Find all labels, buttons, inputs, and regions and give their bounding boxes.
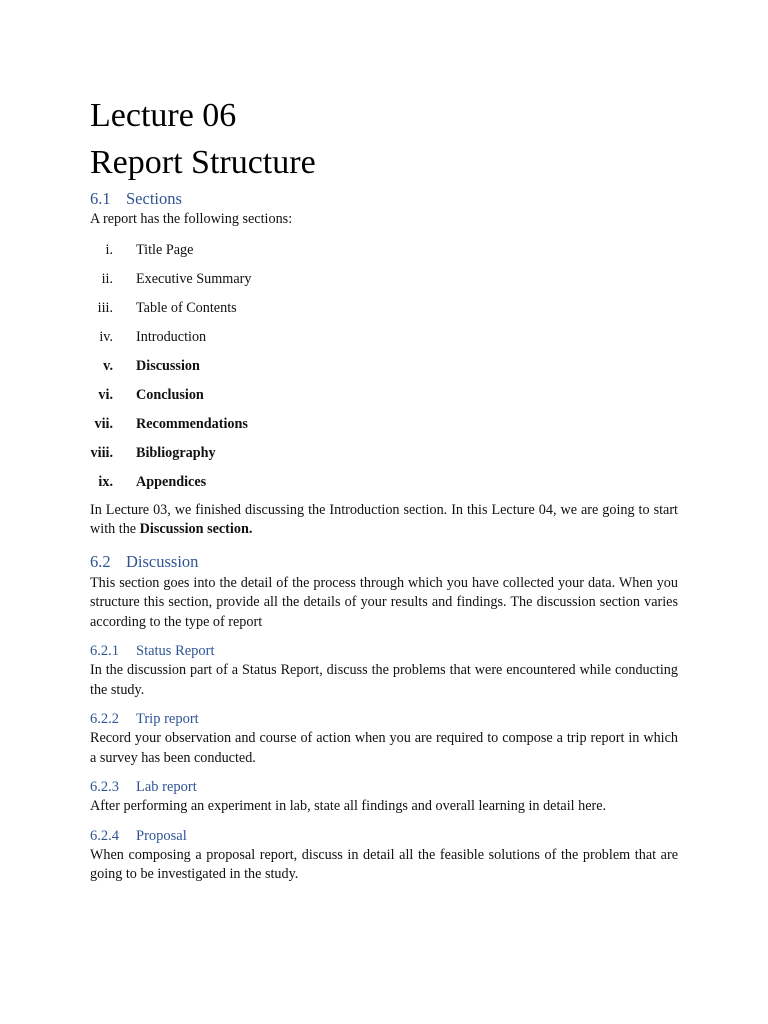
sections-intro: A report has the following sections: [90,211,293,227]
list-item-label: Introduction [136,328,207,345]
list-item-label: Conclusion [136,386,204,403]
lecture-title: Lecture 06 [90,97,237,134]
subsection-number: 6.2.3 [90,779,119,795]
list-item-label: Title Page [136,241,194,258]
list-item [90,415,678,444]
sections-list [90,241,678,502]
followup-paragraph [90,501,678,540]
list-item-label: Executive Summary [136,270,252,287]
list-item [90,241,678,270]
list-item [90,299,678,328]
list-item [90,473,678,502]
subsection-6-2-2-heading [90,709,678,729]
list-item [90,357,678,386]
subsection-6-2-1-body: In the discussion part of a Status Report, discuss the problems that were encountered while conducting the study. [90,662,678,698]
subsection-6-2-3-body: After performing an experiment in lab, state all findings and overall learning in detail here. [90,798,607,814]
section-6-2-title: Discussion [126,551,199,571]
subsection-6-2-1-heading [90,641,678,661]
list-item-number: vi. [98,386,113,403]
list-item-number: iii. [97,299,113,316]
report-structure-title: Report Structure [90,144,316,181]
list-item [90,386,678,415]
subsection-6-2-4-heading [90,826,678,846]
list-item-number: ix. [98,473,113,490]
subsection-title: Trip report [136,711,199,727]
section-6-1-heading [90,188,678,210]
discussion-paragraph: This section goes into the detail of the process through which you have collected your data. When you structure this section, provide all the details of your results and findings. The discussion section varies according to the type of report [90,574,678,630]
section-6-1-title: Sections [126,189,182,208]
subsection-6-2-4-body: When composing a proposal report, discuss in detail all the feasible solutions of the problem that are going to be investigated in the study. [90,846,678,882]
list-item-label: Appendices [136,473,207,490]
document-page [90,0,678,885]
list-item-label: Discussion [136,357,200,374]
subsection-title: Lab report [136,779,197,795]
section-6-2-number: 6.2 [90,551,111,571]
list-item-label: Recommendations [136,415,248,432]
list-item-number: ii. [101,270,113,287]
subsection-number: 6.2.4 [90,827,119,844]
followup-bold: Discussion section. [139,521,253,537]
list-item-number: v. [103,357,113,374]
subsection-number: 6.2.2 [90,711,119,727]
subsection-6-2-3-heading [90,777,678,797]
list-item-label: Table of Contents [136,299,237,316]
section-6-1-number: 6.1 [90,189,111,208]
list-item-number: iv. [99,328,113,345]
list-item-number: vii. [94,415,113,432]
subsection-number: 6.2.1 [90,643,119,659]
list-item [90,328,678,357]
list-item [90,270,678,299]
list-item-label: Bibliography [136,444,216,461]
subsection-6-2-2-body: Record your observation and course of action when you are required to compose a trip report in which a survey has been conducted. [90,730,678,766]
section-6-2-heading [90,551,678,573]
list-item [90,444,678,473]
list-item-number: i. [105,241,113,258]
list-item-number: viii. [90,444,113,461]
subsection-title: Proposal [136,827,187,844]
subsection-title: Status Report [136,643,215,659]
followup-text: In Lecture 03, we finished discussing the Introduction section. In this Lecture 04, we are going to start with the [90,501,678,537]
